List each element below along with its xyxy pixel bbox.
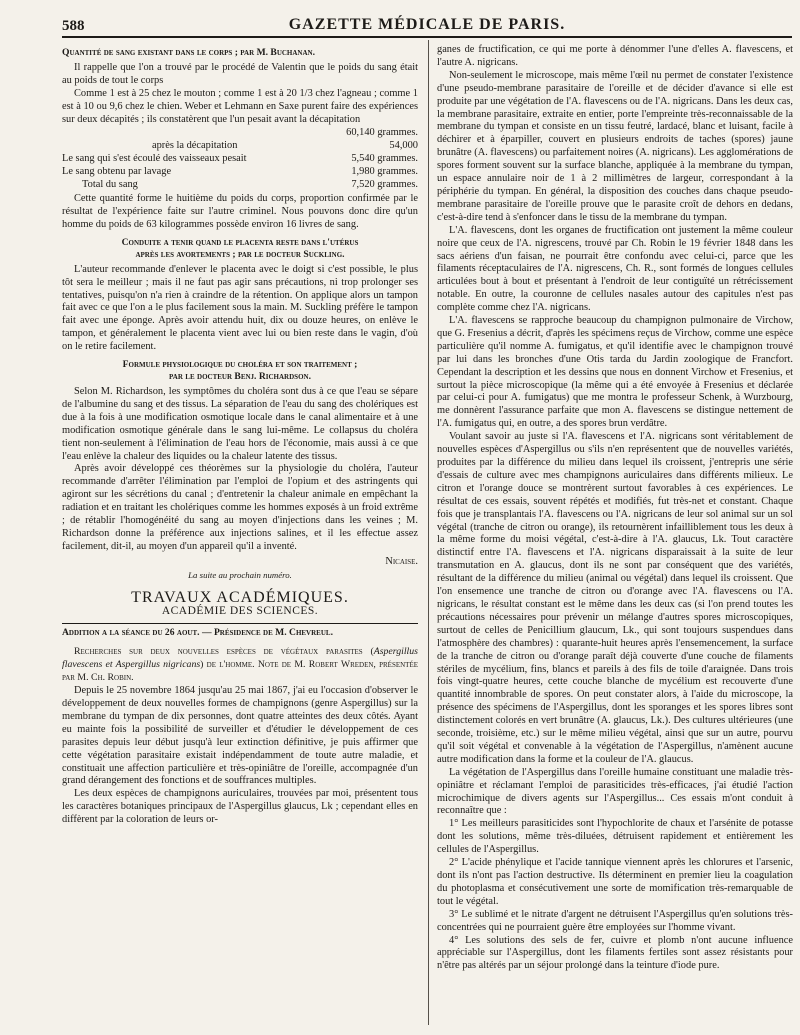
left-column: [62, 44, 418, 827]
paragraph: Cette quantité forme le huitième du poids du corps, proportion confirmée par le résultat de l'expérience faite sur l'autre criminel. Nous pouvons donc dire qu'un homme du poids de 63 kilogrammes possède environ 16 livres de sang.: [62, 192, 418, 230]
table-row: [62, 153, 418, 166]
paragraph: Après avoir développé ces théorèmes sur la physiologie du choléra, l'auteur recommande d'arrêter l'élimination par l'emploi de l'opium et des astringents qui agiront sur les sécrétions du canal ; d'entretenir la chaleur animale en empêchant la radiation et en traitant les cholériques comme les hommes exposés à un froid extrême ; de rétablir l'homogénéité du sang au moyen d'injections dans les veines ; M. Richardson donne la préférence aux injections salines, et il les effectue assez facilement, dit-il, au moyen d'un appareil qu'il a inventé.: [62, 463, 418, 552]
table-label: Le sang qui s'est écoulé des vaisseaux pesait: [62, 153, 247, 165]
paragraph: Depuis le 25 novembre 1864 jusqu'au 25 mai 1867, j'ai eu l'occasion d'observer le développement de deux nouvelles formes de champignons (genre Aspergillus) sur la membrane du tympan de dix personnes, dont quatre atteintes des deux côtés. Ayant eu mainte fois la possibilité de surveiller et d'étudier le développement de ces parasites depuis leur début jusqu'à leur extinction définitive, je puis affirmer que cette végétation parasitaire existait indépendamment de toute autre maladie, et constituait une affection particulière et très-opiniâtre de l'oreille, accompagnée d'un grand dérangement des fonctions et de souffrances multiples.: [62, 685, 418, 787]
paragraph: Non-seulement le microscope, mais même l'œil nu permet de constater l'existence d'une pseudo-membrane parasitaire de l'oreille et de décider d'avance si elle est produite par une végétation de l'A. flavescens ou de l'A. nigricans. Dans les deux cas, la membrane parasitaire, extraite en entier, porte l'empreinte très-reconnaissable de la membrane du tympan et consiste en un tissu feutré, lardacé, blanc et luisant, facile à déchirer et à éparpiller, couvert en plusieurs endroits de taches (spores) jaune brunâtre (A. flavescens) ou parfaitement noires (A. nigricans). Les agglomérations de spores forment souvent sur la surface blanche, appliquée à la membrane du tympan, un espace annulaire noir de 1 à 2 millimètres de largeur, correspondant à la périphérie du tympan. En général, la disposition des couches dans chaque pseudo-membrane parasitaire de l'oreille prouve que le parasite croît de dehors en dedans, c'est-à-dire tend à s'enfoncer dans le tissu de la membrane du tympan.: [437, 69, 793, 223]
paragraph: Selon M. Richardson, les symptômes du choléra sont dus à ce que l'eau se sépare de l'albumine du sang et des tissus. La séparation de l'eau du sang des cholériques est due à la fois à une modification osmotique locale dans le canal alimentaire et à une modification osmotique générale dans le sang lui-même. Le collapsus du choléra tient non-seulement à l'élimination de l'eau hors de l'économie, mais aussi à ce que l'eau enlève la chaleur des liquides ou la chaleur latente des tissus.: [62, 386, 418, 462]
table-row: [62, 179, 418, 192]
article-title-species: Aspergillus flavescens et Aspergillus nigricans: [62, 646, 418, 671]
section-title-line: Conduite a tenir quand le placenta reste dans l'utérus: [121, 236, 359, 248]
table-value: 5,540 grammes.: [351, 153, 418, 165]
section-heading-travaux: TRAVAUX ACADÉMIQUES.: [131, 588, 349, 606]
running-title: GAZETTE MÉDICALE DE PARIS.: [288, 16, 566, 33]
paragraph: 2° L'acide phénylique et l'acide tannique viennent après les chlorures et l'arsenic, dont ils n'ont pas l'action destructive. Ils déterminent en premier lieu la coagulation du photoplasma et consécutivement une sorte de momification très-remarquable de tout le végétal.: [437, 857, 793, 907]
article-title: [62, 646, 418, 685]
header-rule: [62, 36, 792, 38]
paragraph: La végétation de l'Aspergillus dans l'oreille humaine constituant une maladie très-opiniâtre et réclamant l'emploi de parasiticides très-efficaces, j'ai étudié l'action microchimique de divers agents sur l'Aspergillus... Ces essais m'ont conduit à reconnaître que :: [437, 766, 793, 817]
table-row: [62, 166, 418, 179]
right-column: [437, 44, 793, 973]
paragraph: 4° Les solutions des sels de fer, cuivre et plomb n'ont aucune influence appréciable sur l'Aspergillus, dont les filaments fertiles sont assez résistants pour n'être pas altérés par un séjour prolongé dans la teinture d'iode pure.: [437, 934, 793, 972]
section-heading-academie: ACADÉMIE DES SCIENCES.: [161, 604, 319, 617]
article-title-part: Recherches sur deux nouvelles espèces de végétaux parasites (: [74, 646, 374, 658]
table-label: Le sang obtenu par lavage: [62, 166, 172, 178]
table-label: Total du sang: [82, 179, 138, 191]
session-header: Addition a la séance du 26 aout. — Présidence de M. Chevreul.: [62, 623, 418, 640]
section-title-line: Formule physiologique du choléra et son traitement ;: [122, 359, 358, 371]
table-value: 60,140 grammes.: [346, 127, 418, 139]
paragraph: 1° Les meilleurs parasiticides sont l'hypochlorite de chaux et l'arsénite de potasse dont les solutions, même très-diluées, détruisent rapidement et entièrement les cellules de l'Aspergillus.: [437, 818, 793, 856]
table-row: [62, 140, 418, 153]
article-title-part: ) de l'homme. Note de M. Robert Wreden, présentée par M. Ch. Robin.: [62, 659, 419, 684]
paragraph: Comme 1 est à 25 chez le mouton ; comme 1 est à 20 1/3 chez l'agneau ; comme 1 est à 10 ou 9,6 chez le chien. Weber et Lehmann en Saxe purent faire des expériences sur deux décapités ; ils constatèrent que l'un pesait avant la décapitation: [62, 87, 418, 125]
continued-note: La suite au prochain numéro.: [188, 569, 292, 580]
table-value: 54,000: [389, 140, 418, 152]
paragraph: L'A. flavescens, dont les organes de fructification ont justement la même couleur noire que ceux de l'A. nigrescens, trouvé par Ch. Robin le 19 février 1848 dans les sacs aériens d'un faisan, ne pourrait être confondu avec celui-ci, parce que les filaments réceptaculaires de l'A. nigrescens, Ch. R., sont formés de longues cellules articulées bout à bout et présentant à l'endroit de leur contiguïté un rétrécissement notable. En outre, la couronne de cellules nasales autour des capitules n'est pas complète comme chez l'A. nigricans.: [437, 224, 793, 314]
table-row: [62, 127, 418, 140]
section-title-line: par le docteur Benj. Richardson.: [169, 371, 311, 383]
paragraph: 3° Le sublimé et le nitrate d'argent ne détruisent l'Aspergillus qu'en solutions très-concentrées qui ne pourraient guère être employées sur l'homme vivant.: [437, 908, 793, 933]
section-title-blood-quantity: Quantité de sang existant dans le corps ; par M. Buchanan.: [62, 47, 315, 58]
page-number: 588: [62, 18, 85, 34]
table-value: 1,980 grammes.: [351, 166, 418, 178]
blood-weight-table: [62, 127, 418, 192]
column-divider: [428, 40, 429, 1025]
section-title-line: après les avortements ; par le docteur Suckling.: [135, 248, 345, 260]
table-value: 7,520 grammes.: [351, 179, 418, 191]
paragraph: L'auteur recommande d'enlever le placenta avec le doigt si c'est possible, le plus tôt sera le meilleur ; mais il ne faut pas agir sans précautions, ni trop prolonger ses tentatives, puisqu'on n'a rien à craindre de la rétention. On applique alors un tampon fait avec ce que l'on a le plus facilement sous la main. M. Suckling préfère le tampon fait avec une éponge. Après avoir attendu huit, dix ou douze heures, on enlève le tampon, et généralement le placenta vient avec lui ou bien reste dans le vagin, d'où on le retire facilement.: [62, 263, 418, 353]
author-signature: Nicaise.: [385, 555, 418, 567]
section-title-cholera: [62, 359, 418, 383]
paragraph: Les deux espèces de champignons auriculaires, trouvées par moi, présentent tous les caractères botaniques principaux de l'Aspergillus glaucus, Lk ; cependant elles en diffèrent par la coloration de leurs or-: [62, 788, 418, 826]
paragraph: Voulant savoir au juste si l'A. flavescens et l'A. nigricans sont véritablement de nouvelles espèces d'Aspergillus ou s'ils n'en représentent que de nouvelles variétés, produites par la différence du milieu dans lequel ils croissent, j'entrepris une série d'essais de culture avec mes champignons auriculaires dans différents milieux. Le citron et l'orange douce se montrèrent surtout favorables à ces expériences. Le résultat de ces essais, souvent répétés et modifiés, fut très-net et constant. Chaque fois que je transplantais l'A. flavescens ou l'A. nigricans de leur sol animal sur un sol végétal (tranche de citron ou orange), ils retournèrent infailliblement tous les deux à la même forme du moisi végétal, c'est-à-dire à l'A. glaucus, Lk. Tout caractère distinctif entre l'A. flavescens et l'A. nigricans disparaissait à la suite de leur transmutation en A. glaucus, dont ils ne sont par conséquent que des variétés, résultant de la différence du milieu (animal ou végétal) dans lequel ils croissent. Que l'on ensemence une tranche de citron ou d'orange avec l'A. flavescens ou l'A. nigricans, le résultat constant est le même dans les deux cas (si l'on prend toutes les précautions nécessaires pour prévenir un mélange d'autres spores microscopiques, surtout de celles de Penicillium glaucum, Lk., qui sont toujours suspendues dans l'atmosphère des chambres) : quarante-huit heures après l'ensemencement, la surface de la tranche de citron ou d'orange paraît déjà couverte d'une couche de filaments stériles de mycélium, fins, blancs et pareils à des fils de toile d'araignée. Dans trois fois vingt-quatre heures, cette couche blanche de mycélium est recouverte d'une quantité innombrable de spores. On peut constater alors, à l'aide du microscope, la présence des spécimens de l'Aspergillus, dont les sporanges et les spores libres sont distinctement colorés en vert brunâtre (A. glaucus, Lk.). Des cultures ultérieures (une seconde, troisième, etc.) sur le même milieu végétal, ainsi que sur un autre, pourvu qu'il soit végétal et convenable à la végétation de l'Aspergillus, n'amènent aucune autre modification dans la forme et la couleur de l'A. glaucus.: [437, 431, 793, 765]
paragraph: ganes de fructification, ce qui me porte à dénommer l'une d'elles A. flavescens, et l'autre A. nigricans.: [437, 44, 793, 68]
section-title-placenta: [62, 237, 418, 261]
table-label: après la décapitation: [152, 140, 238, 152]
paragraph: Il rappelle que l'on a trouvé par le procédé de Valentin que le poids du sang était au poids de tout le corps: [62, 61, 418, 86]
paragraph: L'A. flavescens se rapproche beaucoup du champignon pulmonaire de Virchow, que G. Fresenius a décrit, d'après les spécimens reçus de Virchow, comme une espèce particulière qu'il nomme A. fumigatus, et qu'il identifie avec le champignon trouvé par lui dans les bronches d'une Otis tarda du Jardin zoologique de Francfort. Cependant la description et les dessins que nous en donnent Virchow et Fresenius, et surtout la pièce microscopique (la même qui a été envoyée à Fresenius et déclarée par celui-ci pour A. fumigatus) que me montra le professeur Schenk, à Wurzbourg, me donnèrent l'assurance parfaite que mon A. flavescens se distingue nettement de l'A. fumigatus qui, en outre, a des spores brun verdâtre.: [437, 315, 793, 430]
page-header: [62, 4, 792, 40]
